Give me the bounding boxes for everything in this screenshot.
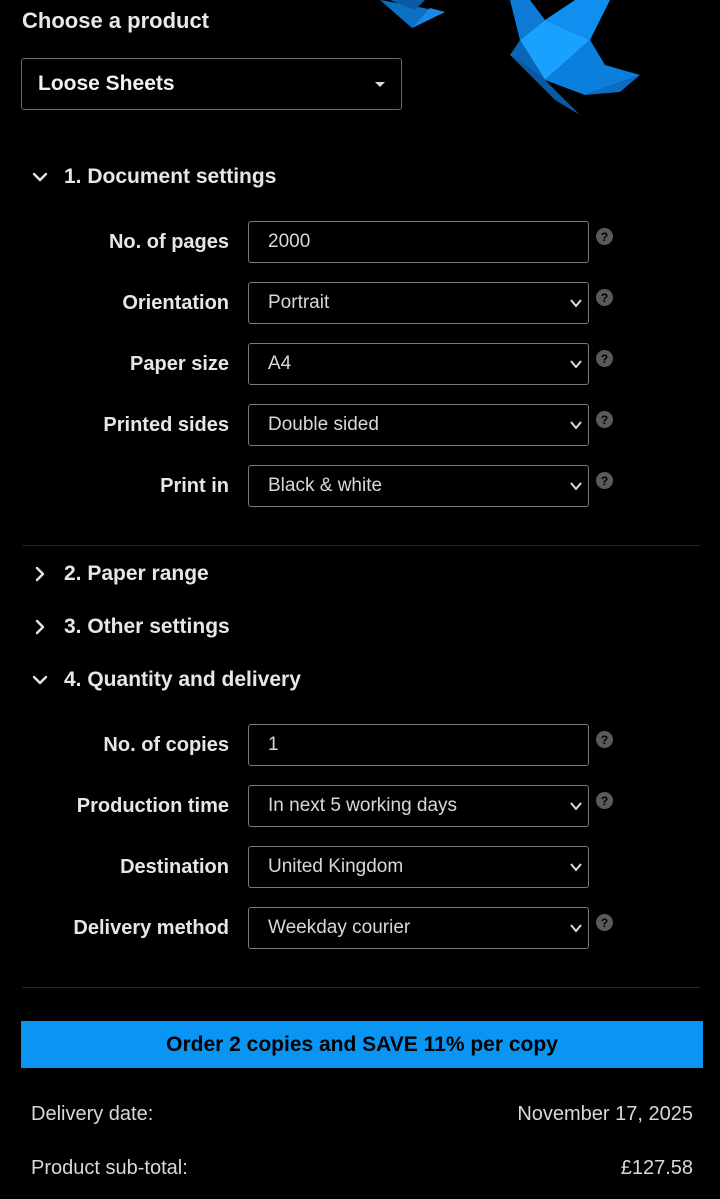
product-dropdown[interactable] xyxy=(21,58,402,110)
production-time-value: In next 5 working days xyxy=(268,795,458,816)
pages-input[interactable] xyxy=(248,221,589,263)
printed-sides-label: Printed sides xyxy=(103,414,229,436)
field-row-print-in xyxy=(0,465,720,509)
section-header-other-settings[interactable] xyxy=(30,612,230,642)
section-title: 2. Paper range xyxy=(64,562,209,585)
field-row-copies xyxy=(0,724,720,768)
destination-label: Destination xyxy=(120,856,229,878)
help-icon[interactable]: ? xyxy=(596,289,613,306)
subtotal-row xyxy=(31,1157,693,1187)
field-row-delivery-method xyxy=(0,907,720,951)
orientation-value: Portrait xyxy=(268,292,330,313)
field-row-production-time xyxy=(0,785,720,829)
choose-product-heading: Choose a product xyxy=(22,8,210,33)
pages-value: 2000 xyxy=(268,231,311,252)
section-title: 3. Other settings xyxy=(64,615,230,638)
chevron-down-icon xyxy=(30,670,50,690)
caret-down-icon xyxy=(375,82,385,87)
orientation-select[interactable] xyxy=(248,282,589,324)
chevron-down-icon xyxy=(569,799,583,813)
paper-size-value: A4 xyxy=(268,353,292,374)
field-row-pages xyxy=(0,221,720,265)
subtotal-label: Product sub-total: xyxy=(31,1157,188,1179)
section-title: 1. Document settings xyxy=(64,165,277,188)
copies-input[interactable] xyxy=(248,724,589,766)
chevron-down-icon xyxy=(569,921,583,935)
product-dropdown-value: Loose Sheets xyxy=(38,72,175,95)
divider xyxy=(22,987,700,988)
help-icon[interactable]: ? xyxy=(596,792,613,809)
production-time-label: Production time xyxy=(76,795,229,817)
delivery-method-value: Weekday courier xyxy=(268,917,411,938)
chevron-right-icon xyxy=(30,564,50,584)
chevron-right-icon xyxy=(30,617,50,637)
section-title: 4. Quantity and delivery xyxy=(64,668,301,691)
copies-label: No. of copies xyxy=(103,734,229,756)
print-in-label: Print in xyxy=(160,475,229,497)
chevron-down-icon xyxy=(569,860,583,874)
save-promo-banner[interactable]: Order 2 copies and SAVE 11% per copy xyxy=(21,1021,703,1068)
destination-select[interactable] xyxy=(248,846,589,888)
field-row-paper-size xyxy=(0,343,720,387)
help-icon[interactable]: ? xyxy=(596,731,613,748)
subtotal-value: £127.58 xyxy=(620,1157,693,1179)
production-time-select[interactable] xyxy=(248,785,589,827)
help-icon[interactable]: ? xyxy=(596,228,613,245)
delivery-date-value: November 17, 2025 xyxy=(517,1103,693,1125)
origami-bird-illustration xyxy=(370,0,650,120)
section-header-quantity-delivery[interactable] xyxy=(30,665,301,695)
delivery-method-label: Delivery method xyxy=(73,917,229,939)
printed-sides-value: Double sided xyxy=(268,414,379,435)
chevron-down-icon xyxy=(569,418,583,432)
delivery-date-label: Delivery date: xyxy=(31,1103,154,1125)
divider xyxy=(22,545,700,546)
copies-value: 1 xyxy=(268,734,279,755)
paper-size-label: Paper size xyxy=(130,353,229,375)
section-header-document-settings[interactable] xyxy=(30,162,276,192)
printed-sides-select[interactable] xyxy=(248,404,589,446)
delivery-date-row xyxy=(31,1103,693,1133)
section-header-paper-range[interactable] xyxy=(30,559,209,589)
help-icon[interactable]: ? xyxy=(596,411,613,428)
destination-value: United Kingdom xyxy=(268,856,404,877)
help-icon[interactable]: ? xyxy=(596,472,613,489)
print-in-value: Black & white xyxy=(268,475,383,496)
chevron-down-icon xyxy=(569,357,583,371)
chevron-down-icon xyxy=(569,479,583,493)
field-row-destination xyxy=(0,846,720,890)
chevron-down-icon xyxy=(569,296,583,310)
help-icon[interactable]: ? xyxy=(596,350,613,367)
pages-label: No. of pages xyxy=(108,231,229,253)
field-row-orientation xyxy=(0,282,720,326)
chevron-down-icon xyxy=(30,167,50,187)
help-icon[interactable]: ? xyxy=(596,914,613,931)
print-in-select[interactable] xyxy=(248,465,589,507)
orientation-label: Orientation xyxy=(122,292,229,314)
paper-size-select[interactable] xyxy=(248,343,589,385)
field-row-printed-sides xyxy=(0,404,720,448)
delivery-method-select[interactable] xyxy=(248,907,589,949)
